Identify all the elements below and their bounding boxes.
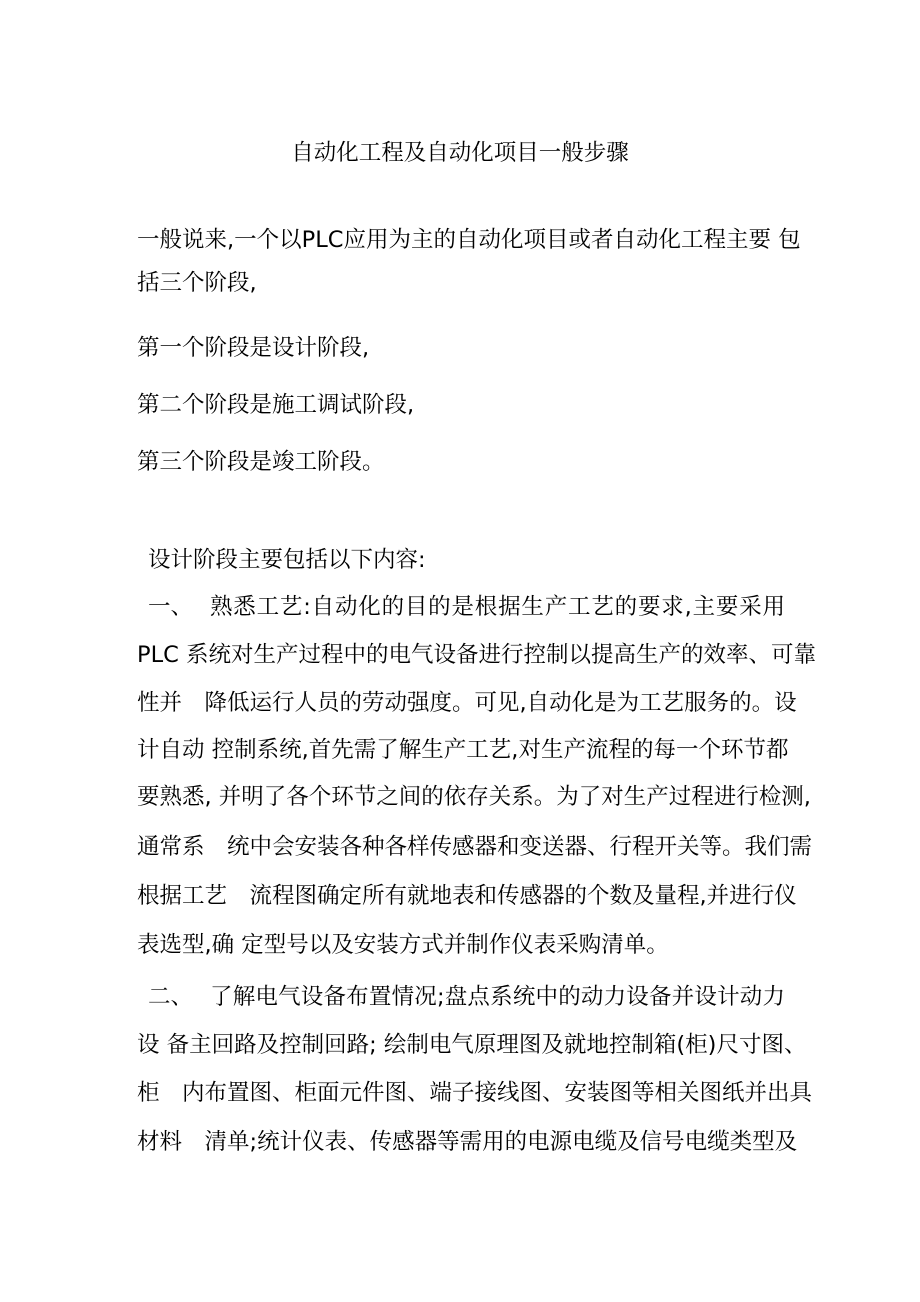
paragraph-line: 材料 清单;统计仪表、传感器等需用的电源电缆及信号电缆类型及 xyxy=(137,1129,798,1155)
paragraph-line: 根据工艺 流程图确定所有就地表和传感器的个数及量程,并进行仪 xyxy=(137,883,797,909)
paragraph-line: 柜 内布置图、柜面元件图、端子接线图、安装图等相关图纸并出具 xyxy=(137,1080,813,1106)
stage-item: 第三个阶段是竣工阶段。 xyxy=(137,449,385,475)
design-heading: 设计阶段主要包括以下内容: xyxy=(148,547,426,573)
section-number: 二、 xyxy=(148,984,194,1010)
section-number: 一、 xyxy=(148,594,194,620)
paragraph-line: 表选型,确 定型号以及安装方式并制作仪表采购清单。 xyxy=(137,932,669,958)
stage-item: 第一个阶段是设计阶段, xyxy=(137,335,370,361)
paragraph-line: 熟悉工艺:自动化的目的是根据生产工艺的要求,主要采用 xyxy=(210,594,785,620)
paragraph-line: 要熟悉, 并明了各个环节之间的依存关系。为了对生产过程进行检测, xyxy=(137,784,811,810)
intro-line: 一般说来,一个以PLC应用为主的自动化项目或者自动化工程主要 包 xyxy=(137,227,801,253)
paragraph-line: 通常系 统中会安装各种各样传感器和变送器、行程开关等。我们需 xyxy=(137,834,813,860)
paragraph-line: PLC 系统对生产过程中的电气设备进行控制以提高生产的效率、可靠 xyxy=(137,642,816,668)
paragraph-line: 设 备主回路及控制回路; 绘制电气原理图及就地控制箱(柜)尺寸图、 xyxy=(137,1032,807,1058)
paragraph-line: 计自动 控制系统,首先需了解生产工艺,对生产流程的每一个环节都 xyxy=(137,737,789,763)
page-title: 自动化工程及自动化项目一般步骤 xyxy=(291,140,629,166)
paragraph-line: 了解电气设备布置情况;盘点系统中的动力设备并设计动力 xyxy=(210,984,785,1010)
intro-line: 括三个阶段, xyxy=(137,270,257,296)
paragraph-line: 性并 降低运行人员的劳动强度。可见,自动化是为工艺服务的。设 xyxy=(137,690,797,716)
stage-item: 第二个阶段是施工调试阶段, xyxy=(137,392,415,418)
